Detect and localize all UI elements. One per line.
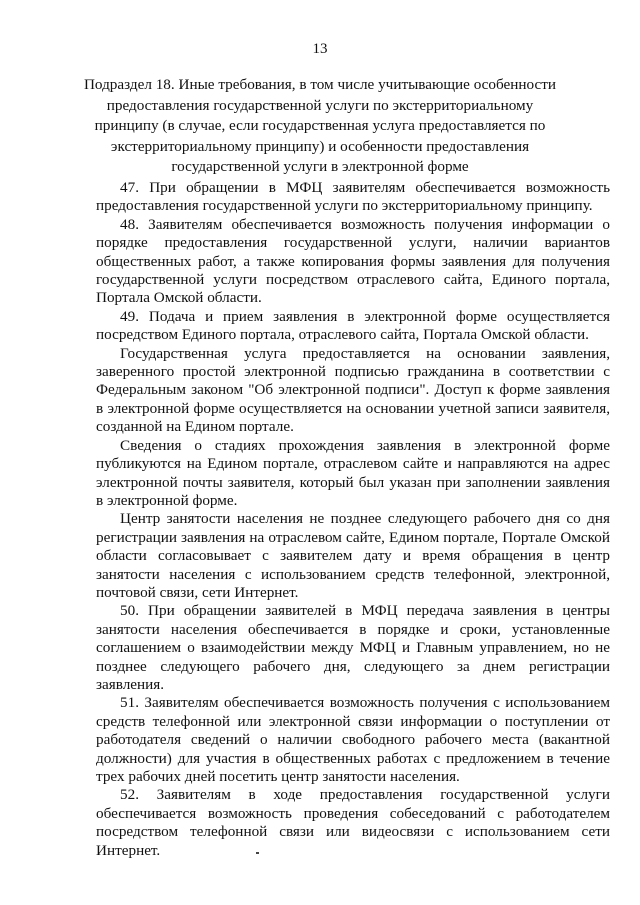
paragraph-47: 47. При обращении в МФЦ заявителям обеспечивается возможность предоставления государственной услуги по экстерриториальному принципу.	[96, 179, 610, 215]
paragraph-50: 50. При обращении заявителей в МФЦ передача заявления в центры занятости населения обеспечивается в порядке и сроки, установленные соглашением о взаимодействии между МФЦ и Главным управлением, но не позднее следующего рабочего дня, следующего за днем регистрации заявления.	[96, 602, 610, 693]
paragraph-49-signature: Государственная услуга предоставляется на основании заявления, заверенного простой электронной подписью гражданина в соответствии с Федеральным законом "Об электронной подписи". Доступ к форме заявления в электронной форме осуществляется на основании учетной записи заявителя, созданной на Едином портале.	[96, 344, 610, 436]
paragraph-51: 51. Заявителям обеспечивается возможность получения с использованием средств телефонной или электронной связи информации о поступлении от работодателя сведений о наличии свободного рабочего места (вакантной должности) для участия в общественных работах с предложением в течение трех рабочих дней посетить центр занятости населения.	[96, 694, 610, 785]
paragraph-52: 52. Заявителям в ходе предоставления государственной услуги обеспечивается возможность проведения собеседований с работодателем посредством телефонной связи или видеосвязи с использованием сети Интернет.	[96, 786, 610, 859]
subsection-heading: Подраздел 18. Иные требования, в том числе учитывающие особенности предоставления государственной услуги по экстерриториальному принципу (в случае, если государственная услуга предоставляется по экстерриториальному принципу) и особенности предоставления государственной услуги в электронной форме	[83, 76, 557, 175]
page-number: 13	[312, 41, 328, 57]
document-body	[96, 179, 610, 860]
paragraph-49: 49. Подача и прием заявления в электронной форме осуществляется посредством Единого портала, отраслевого сайта, Портала Омской области.	[96, 307, 610, 344]
paragraph-48: 48. Заявителям обеспечивается возможность получения информации о порядке предоставления государственной услуги, наличии вариантов общественных работ, а также копирования формы заявления для получения государственной услуги посредством отраслевого сайта, Единого портала, Портала Омской области.	[96, 215, 610, 307]
paragraph-49-status: Сведения о стадиях прохождения заявления в электронной форме публикуются на Едином портале, отраслевом сайте и направляются на адрес электронной почты заявителя, который был указан при заполнении заявления в электронной форме.	[96, 436, 610, 509]
scan-artifact	[256, 852, 259, 854]
paragraph-49-employment-center: Центр занятости населения не позднее следующего рабочего дня со дня регистрации заявления на отраслевом сайте, Едином портале, Портале Омской области согласовывает с заявителем дату и время обращения в центр занятости населения с использованием средств телефонной, электронной, почтовой связи, сети Интернет.	[96, 510, 610, 601]
